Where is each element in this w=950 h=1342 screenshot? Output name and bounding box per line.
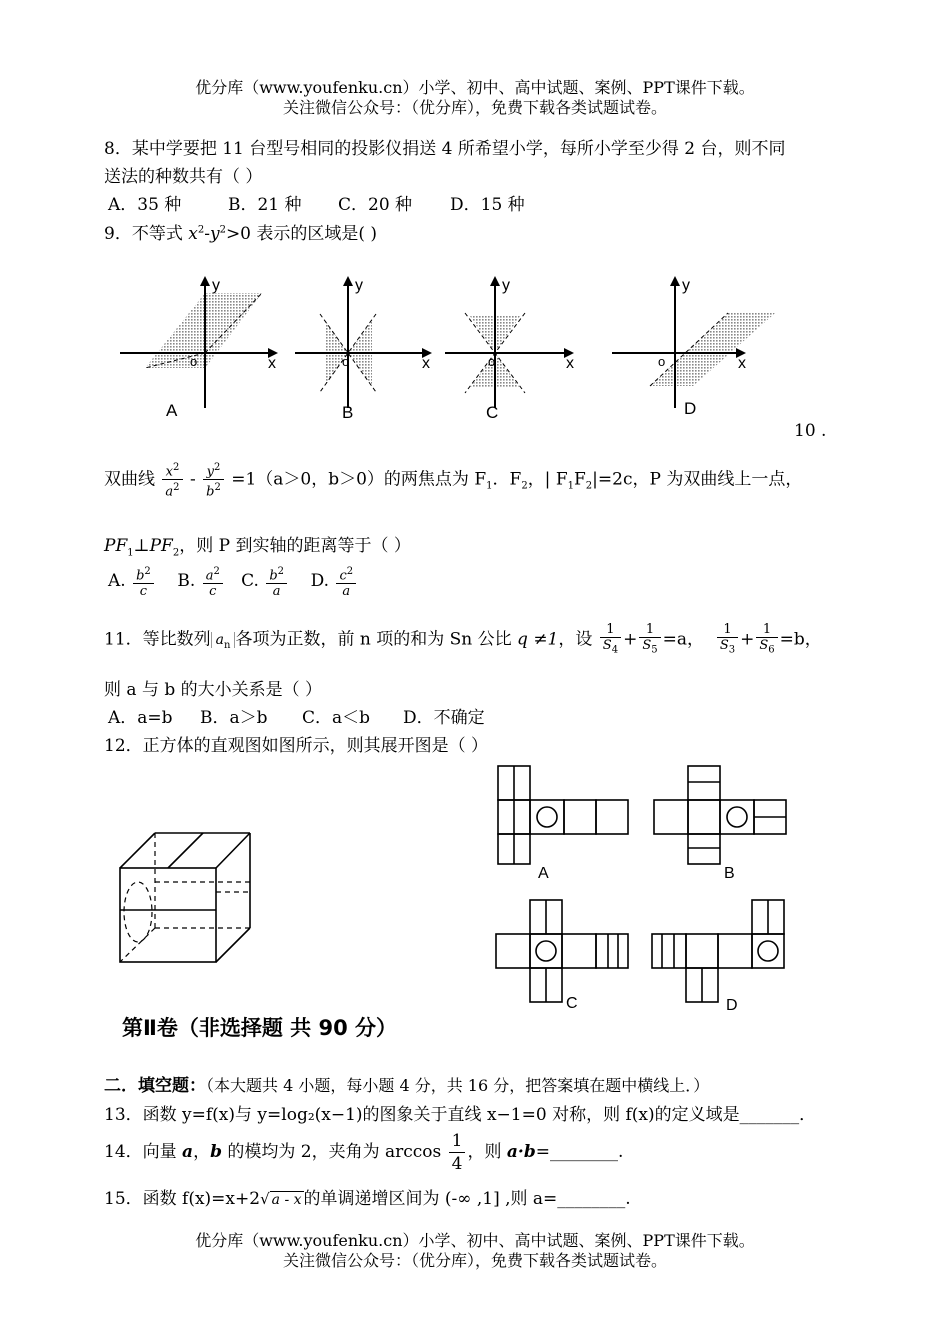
q12-stem: 12．正方体的直观图如图所示，则其展开图是（ ）: [104, 736, 489, 756]
q9-d-origin: o: [658, 354, 666, 369]
q9-label-a: A: [166, 401, 178, 420]
q11-option-d: D．不确定: [403, 708, 485, 728]
q9-figure-c: [445, 276, 574, 422]
q12-label-d: D: [726, 997, 738, 1014]
q8-line-2: 送法的种数共有（ ）: [104, 167, 263, 187]
q9-d-axis-x: x: [738, 355, 746, 372]
q9-figure-a: [120, 276, 278, 420]
q10-fraction-x: $\frac{x^2}{a^2}$: [162, 460, 182, 500]
footer-line-1: 优分库（www.youfenku.cn）小学、初中、高中试题、案例、PPT课件下载。: [195, 1231, 755, 1250]
q9-c-origin: o: [488, 354, 496, 369]
q10-options: A. $\frac{b^2}{c}$ B. $\frac{a^2}{c}$ C. $\frac{b^2}{a}$ D. $\frac{c^2}{a}$: [108, 564, 358, 599]
footer-line-2: 关注微信公众号：（优分库），免费下载各类试题试卷。: [282, 1251, 667, 1270]
q14-stem: 14．向量 a，b 的模均为 2，夹角为 arccos $\frac{1}{4}$ ，则 a·b=________.: [104, 1131, 624, 1174]
q12-label-c: C: [566, 995, 578, 1012]
q11-line-2: 则 a 与 b 的大小关系是（ ）: [104, 680, 323, 700]
q9-label-c: C: [486, 403, 499, 422]
q12-net-d: [652, 900, 784, 1002]
q9-a-axis-x: x: [268, 355, 276, 372]
q12-net-a: [498, 766, 628, 864]
q12-net-c: [496, 900, 628, 1002]
q9-c-axis-y: y: [502, 277, 510, 294]
q9-stem: 9．不等式 $x^2-y^2>0$ 表示的区域是( ): [104, 224, 378, 244]
section-2-heading: 二．填空题：（本大题共 4 小题，每小题 4 分，共 16 分，把答案填在题中横线上．）: [104, 1076, 710, 1096]
q9-c-axis-x: x: [566, 355, 574, 372]
q12-cube-figure: [110, 820, 260, 970]
q9-label-b: B: [342, 403, 354, 422]
q12-net-b: [654, 766, 786, 864]
q8-option-a: A．35 种: [108, 195, 182, 215]
q13-stem: 13．函数 y=f(x)与 y=log₂(x−1)的图象关于直线 x−1=0 对称，则 f(x)的定义域是_______．: [104, 1105, 817, 1125]
q10-fraction-y: $\frac{y^2}{b^2}$: [203, 460, 224, 500]
q9-figure-d: [612, 276, 775, 418]
q10-line-2: $PF_1\perp PF_2$，则 P 到实轴的距离等于（ ）: [104, 536, 411, 559]
q9-label-d: D: [684, 399, 697, 418]
q10-number: 10 .: [794, 421, 827, 441]
q11-option-a: A．a=b: [108, 708, 173, 728]
q9-region-figures: [110, 268, 790, 428]
q8-line-1: 8．某中学要把 11 台型号相同的投影仪捐送 4 所希望小学，每所小学至少得 2 台，则不同: [104, 139, 786, 159]
header-line-1: 优分库（www.youfenku.cn）小学、初中、高中试题、案例、PPT课件下载。: [195, 78, 755, 97]
q9-b-origin: o: [342, 354, 350, 369]
q8-option-b: B．21 种: [228, 195, 302, 215]
q12-label-b: B: [724, 865, 735, 882]
q15-stem: 15．函数 f(x)=x+2√ a - x 的单调递增区间为 (-∞ ,1] ,则 a=________.: [104, 1189, 631, 1209]
q9-b-axis-x: x: [422, 355, 430, 372]
q11-stem: 11．等比数列 $a_n$ 各项为正数，前 n 项的和为 Sn 公比 q ≠1，设 $\frac{1}{S_4}$ + $\frac{1}{S_5}$ =a， $\frac{1}{S_3}$ + $\frac{1}{S_6}$ =b，: [104, 622, 822, 656]
q9-d-axis-y: y: [682, 277, 690, 294]
q12-net-figures: [490, 762, 800, 1022]
q10-stem: 双曲线 $\frac{x^2}{a^2}$ - $\frac{y^2}{b^2}$ =1（a＞0，b＞0）的两焦点为 $F_1$．$F_2$，| $F_1F_2|=2c$，P 为双曲线上一点，: [104, 462, 803, 500]
q15-radicand: a - x: [271, 1192, 302, 1208]
q9-b-axis-y: y: [355, 277, 363, 294]
q8-option-d: D．15 种: [450, 195, 525, 215]
section-2-title: 第Ⅱ卷（非选择题 共 90 分）: [122, 1016, 397, 1040]
q11-option-c: C．a＜b: [302, 708, 371, 728]
q11-option-b: B．a＞b: [200, 708, 268, 728]
q8-option-c: C．20 种: [338, 195, 413, 215]
q9-a-origin: o: [190, 354, 198, 369]
q9-figure-b: [295, 276, 432, 422]
header-line-2: 关注微信公众号：（优分库），免费下载各类试题试卷。: [282, 98, 667, 117]
q12-label-a: A: [538, 865, 549, 882]
q9-a-axis-y: y: [212, 277, 220, 294]
